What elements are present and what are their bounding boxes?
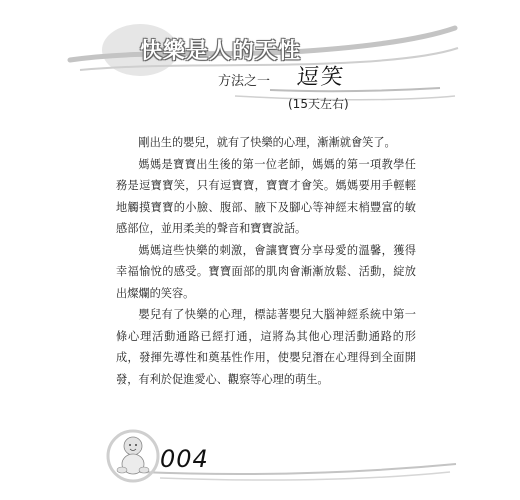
article-body [116, 132, 416, 390]
paragraph-4: 嬰兒有了快樂的心理，標誌著嬰兒大腦神經系統中第一條心理活動通路已經打通，這將為其他心理活動通路的形成，發揮先導性和奠基性作用，使嬰兒潛在心理得到全面開發，有利於促進愛心、觀察等心理的萌生。 [116, 308, 416, 386]
method-label: 方法之一 [218, 74, 271, 89]
duration-note: (15天左右) [288, 97, 349, 111]
baby-icon [117, 437, 149, 474]
paragraph-2: 媽媽是寶寶出生後的第一位老師，媽媽的第一項教學任務是逗寶寶笑，只有逗寶寶，寶寶才會笑。媽媽要用手輕輕地觸摸寶寶的小臉、腹部、腋下及腳心等神經末梢豐富的敏感部位，並用柔美的聲音和寶寶說話。 [116, 157, 416, 235]
header-swoosh-decoration [60, 10, 460, 120]
paragraph-3: 媽媽這些快樂的刺激，會讓寶寶分享母愛的溫馨，獲得幸福愉悅的感受。寶寶面部的肌肉會漸漸放鬆、活動，綻放出燦爛的笑容。 [116, 243, 416, 300]
footer-decoration [100, 424, 460, 484]
page-number: 004 [160, 445, 209, 473]
method-topic: 逗笑 [295, 65, 347, 90]
paragraph-1: 剛出生的嬰兒，就有了快樂的心理，漸漸就會笑了。 [138, 136, 396, 149]
chapter-title: 快樂是人的天性 [140, 38, 302, 64]
